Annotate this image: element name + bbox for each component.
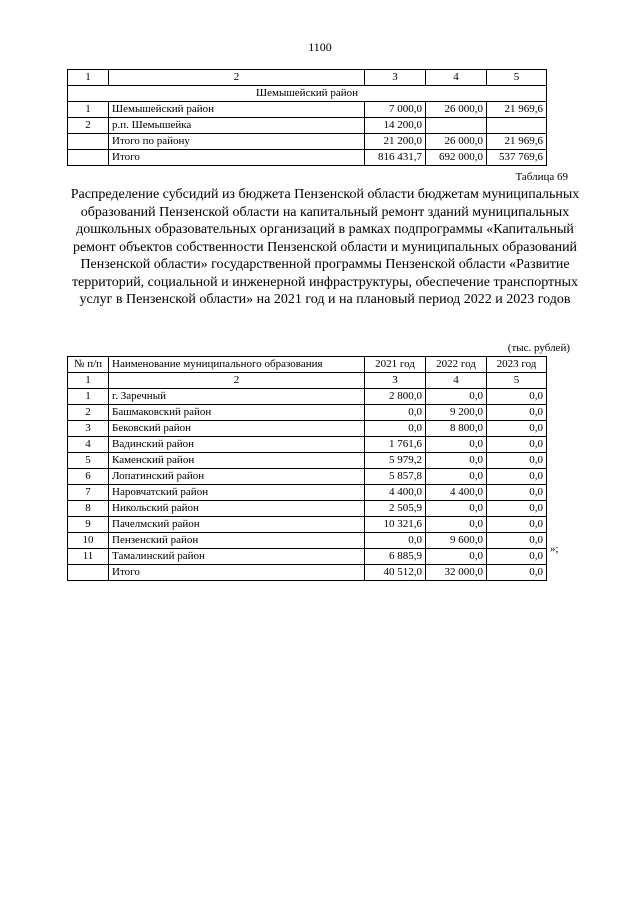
column-header-name: Наименование муниципального образования (109, 357, 365, 373)
row-index: 2 (68, 405, 109, 421)
table-row (68, 453, 547, 469)
row-index: 3 (68, 421, 109, 437)
row-index: 1 (68, 389, 109, 405)
table-row (68, 118, 547, 134)
value-2021: 14 200,0 (365, 118, 426, 134)
row-name: Итого (109, 150, 365, 166)
table-row (68, 134, 547, 150)
value-2022: 0,0 (426, 549, 487, 565)
row-index: 9 (68, 517, 109, 533)
row-index: 2 (68, 118, 109, 134)
municipality-name: Тамалинский район (109, 549, 365, 565)
column-header-number: № п/п (68, 357, 109, 373)
municipality-name: г. Заречный (109, 389, 365, 405)
table-row (68, 437, 547, 453)
value-2022 (426, 118, 487, 134)
value-2022: 0,0 (426, 517, 487, 533)
value-2021: 5 979,2 (365, 453, 426, 469)
table-header-row (68, 70, 547, 86)
value-2022: 9 200,0 (426, 405, 487, 421)
row-index: 11 (68, 549, 109, 565)
table-row (68, 405, 547, 421)
value-2021: 21 200,0 (365, 134, 426, 150)
value-2021: 1 761,6 (365, 437, 426, 453)
column-number-2: 2 (109, 373, 365, 389)
value-2021: 2 800,0 (365, 389, 426, 405)
row-index (68, 150, 109, 166)
row-index: 1 (68, 102, 109, 118)
row-index: 8 (68, 501, 109, 517)
municipality-name: Вадинский район (109, 437, 365, 453)
row-name: Шемышейский район (109, 102, 365, 118)
value-2023: 0,0 (487, 469, 547, 485)
value-2022: 0,0 (426, 437, 487, 453)
value-2021: 0,0 (365, 533, 426, 549)
row-index (68, 134, 109, 150)
column-number-1: 1 (68, 373, 109, 389)
value-2021: 6 885,9 (365, 549, 426, 565)
row-index: 10 (68, 533, 109, 549)
value-2021: 4 400,0 (365, 485, 426, 501)
value-2023: 21 969,6 (487, 102, 547, 118)
total-row (68, 565, 547, 581)
column-number-1: 1 (68, 70, 109, 86)
column-header-2023: 2023 год (487, 357, 547, 373)
column-numbering-row (68, 373, 547, 389)
column-number-5: 5 (487, 70, 547, 86)
value-2023: 0,0 (487, 501, 547, 517)
table-row (68, 389, 547, 405)
value-2023: 537 769,6 (487, 150, 547, 166)
value-2022: 26 000,0 (426, 102, 487, 118)
section-row (68, 86, 547, 102)
value-2022: 8 800,0 (426, 421, 487, 437)
table-row (68, 533, 547, 549)
value-2023 (487, 118, 547, 134)
municipality-name: Каменский район (109, 453, 365, 469)
value-2023: 0,0 (487, 389, 547, 405)
value-2022: 0,0 (426, 501, 487, 517)
table-row (68, 421, 547, 437)
value-2023: 0,0 (487, 437, 547, 453)
value-2023: 21 969,6 (487, 134, 547, 150)
value-2022: 9 600,0 (426, 533, 487, 549)
municipality-name: Лопатинский район (109, 469, 365, 485)
value-2022: 0,0 (426, 389, 487, 405)
column-number-4: 4 (426, 70, 487, 86)
column-number-5: 5 (487, 373, 547, 389)
municipality-name: Наровчатский район (109, 485, 365, 501)
table-header-row (68, 357, 547, 373)
value-2023: 0,0 (487, 421, 547, 437)
row-index (68, 565, 109, 581)
column-header-2021: 2021 год (365, 357, 426, 373)
table-row (68, 102, 547, 118)
value-2022: 4 400,0 (426, 485, 487, 501)
municipality-name: Никольский район (109, 501, 365, 517)
value-2023: 0,0 (487, 405, 547, 421)
value-2021: 0,0 (365, 405, 426, 421)
table-row (68, 150, 547, 166)
document-title: Распределение субсидий из бюджета Пензенской области бюджетам муниципальных образований Пензенской области на капитальный ремонт зданий муниципальных дошкольных образовательных организаций в рамках подпрограммы «Капитальный ремонт объектов собственности Пензенской области и муниципальных образований Пензенской области» государственной программы Пензенской области «Развитие территорий, социальной и инженерной инфраструктуры, обеспечение транспортных услуг в Пензенской области» на 2021 год и на плановый период 2022 и 2023 годов (70, 187, 580, 307)
value-2023: 0,0 (487, 453, 547, 469)
units-label: (тыс. рублей) (507, 342, 570, 354)
table-row (68, 469, 547, 485)
column-number-3: 3 (365, 373, 426, 389)
value-2021: 0,0 (365, 421, 426, 437)
table-row (68, 501, 547, 517)
value-2021: 10 321,6 (365, 517, 426, 533)
subsidy-distribution-table (67, 356, 547, 581)
value-2022: 692 000,0 (426, 150, 487, 166)
value-2023: 0,0 (487, 485, 547, 501)
row-index: 6 (68, 469, 109, 485)
municipality-name: Пачелмский район (109, 517, 365, 533)
column-number-4: 4 (426, 373, 487, 389)
row-name: Итого по району (109, 134, 365, 150)
table-row (68, 517, 547, 533)
value-2023: 0,0 (487, 549, 547, 565)
section-title: Шемышейский район (68, 86, 547, 102)
table-label: Таблица 69 (515, 171, 568, 183)
column-header-2022: 2022 год (426, 357, 487, 373)
value-2023: 0,0 (487, 517, 547, 533)
municipality-name: Бековский район (109, 421, 365, 437)
value-2021: 2 505,9 (365, 501, 426, 517)
value-2021: 816 431,7 (365, 150, 426, 166)
column-number-2: 2 (109, 70, 365, 86)
table-row (68, 485, 547, 501)
value-2022: 0,0 (426, 469, 487, 485)
row-index: 7 (68, 485, 109, 501)
municipality-name: Башмаковский район (109, 405, 365, 421)
value-2023: 0,0 (487, 533, 547, 549)
value-2021: 7 000,0 (365, 102, 426, 118)
closing-quote-mark: »; (550, 543, 559, 555)
row-index: 5 (68, 453, 109, 469)
value-2021: 5 857,8 (365, 469, 426, 485)
total-2023: 0,0 (487, 565, 547, 581)
row-index: 4 (68, 437, 109, 453)
total-2021: 40 512,0 (365, 565, 426, 581)
row-name: р.п. Шемышейка (109, 118, 365, 134)
value-2022: 26 000,0 (426, 134, 487, 150)
continued-subsidy-table (67, 69, 547, 166)
total-2022: 32 000,0 (426, 565, 487, 581)
value-2022: 0,0 (426, 453, 487, 469)
table-row (68, 549, 547, 565)
total-label: Итого (109, 565, 365, 581)
column-number-3: 3 (365, 70, 426, 86)
page-number: 1100 (308, 40, 332, 54)
municipality-name: Пензенский район (109, 533, 365, 549)
